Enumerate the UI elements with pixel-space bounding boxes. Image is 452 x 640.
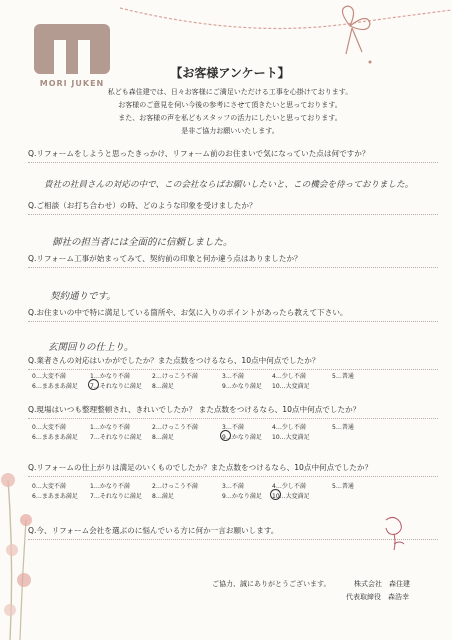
flower-decoration bbox=[0, 440, 40, 640]
intro-text bbox=[60, 86, 400, 138]
option-1: 1…かなり不満 bbox=[90, 424, 130, 431]
question-1: Q.リフォームをしようと思ったきっかけ、リフォーム前のお住まいで気になっていた点は何ですか？ bbox=[28, 148, 438, 159]
answer-4: 玄関回りの仕上り。 bbox=[48, 342, 134, 353]
option-6: 6…まあまあ満足 bbox=[32, 434, 78, 441]
option-10: 10…大変満足 bbox=[272, 383, 310, 390]
option-7: 7…それなりに満足 bbox=[90, 493, 142, 500]
option-5: 5…普通 bbox=[332, 483, 354, 490]
answer-3: 契約通りです。 bbox=[50, 291, 116, 302]
handdrawn-flower-icon bbox=[380, 514, 410, 554]
intro-line: お客様のご意見を伺い今後の参考にさせて頂きたいと思っております。 bbox=[118, 101, 342, 109]
intro-line: 私ども森住建では、日々お客様にご満足いただける工事を心掛けております。 bbox=[107, 88, 353, 96]
option-8: 8…満足 bbox=[152, 434, 174, 441]
option-3: 3…不満 bbox=[222, 483, 244, 490]
option-2: 2…けっこう不満 bbox=[152, 483, 198, 490]
option-9: 9…かなり満足 bbox=[222, 434, 262, 441]
logo-mark-icon bbox=[34, 24, 110, 74]
logo-text: MORI JUKEN bbox=[39, 79, 105, 88]
option-3: 3…不満 bbox=[222, 424, 244, 431]
footer-company: 株式会社 森住建 bbox=[354, 580, 410, 588]
answer-2: 御社の担当者には全面的に信頼しました。 bbox=[52, 237, 233, 248]
option-2: 2…けっこう不満 bbox=[152, 424, 198, 431]
option-0: 0…大変不満 bbox=[32, 424, 66, 431]
option-7: 7…それなりに満足 bbox=[90, 383, 142, 390]
option-6: 6…まあまあ満足 bbox=[32, 383, 78, 390]
page-title: 【お客様アンケート】 bbox=[170, 66, 290, 80]
footer-thanks: ご協力、誠にありがとうございます。 bbox=[212, 580, 331, 588]
selected-circle-mark bbox=[270, 489, 281, 500]
option-4: 4…少し不満 bbox=[272, 373, 306, 380]
option-3: 3…不満 bbox=[222, 373, 244, 380]
option-1: 1…かなり不満 bbox=[90, 373, 130, 380]
selected-circle-mark bbox=[220, 430, 231, 441]
option-0: 0…大変不満 bbox=[32, 483, 66, 490]
option-8: 8…満足 bbox=[152, 383, 174, 390]
question-3: Q.リフォーム工事が始まってみて、契約前の印象と何か違う点はありましたか？ bbox=[28, 253, 438, 264]
last-question: Q.今、リフォーム会社を選ぶのに悩んでいる方に何か一言お願いします。 bbox=[28, 525, 438, 536]
option-7: 7…それなりに満足 bbox=[90, 434, 142, 441]
footer-representative: 代表取締役 森浩幸 bbox=[346, 593, 409, 601]
option-8: 8…満足 bbox=[152, 493, 174, 500]
option-4: 4…少し不満 bbox=[272, 424, 306, 431]
intro-line: また、お客様の声を私どもスタッフの活力にしたいと思っております。 bbox=[118, 114, 342, 122]
option-10: 10…大変満足 bbox=[272, 493, 310, 500]
option-0: 0…大変不満 bbox=[32, 373, 66, 380]
answer-1: 貴社の社員さんの対応の中で、この会社ならばお願いしたいと、この機会を待っておりました。 bbox=[44, 180, 414, 190]
option-9: 9…かなり満足 bbox=[222, 493, 262, 500]
rating-question-2: Q.現場はいつも整理整頓され、きれいでしたか？ また点数をつけるなら、10点中何点でしたか？ bbox=[28, 404, 438, 415]
option-1: 1…かなり不満 bbox=[90, 483, 130, 490]
company-logo bbox=[22, 24, 122, 94]
option-9: 9…かなり満足 bbox=[222, 383, 262, 390]
rating-question-3: Q.リフォームの仕上がりは満足のいくものでしたか？また点数をつけるなら、10点中何点でしたか？ bbox=[28, 462, 438, 473]
option-2: 2…けっこう不満 bbox=[152, 373, 198, 380]
option-5: 5…普通 bbox=[332, 424, 354, 431]
option-5: 5…普通 bbox=[332, 373, 354, 380]
question-2: Q.ご相談（お打ち合わせ）の時、どのような印象を受けましたか？ bbox=[28, 200, 438, 211]
rating-question-1: Q.業者さんの対応はいかがでしたか？また点数をつけるなら、10点中何点でしたか？ bbox=[28, 355, 438, 366]
question-4: Q.お住まいの中で特に満足している箇所や、お気に入りのポイントがあったら教えて下さい。 bbox=[28, 307, 438, 318]
intro-line: 是非ご協力お願いいたします。 bbox=[181, 127, 279, 135]
selected-circle-mark bbox=[88, 379, 99, 390]
option-6: 6…まあまあ満足 bbox=[32, 493, 78, 500]
option-4: 4…少し不満 bbox=[272, 483, 306, 490]
option-10: 10…大変満足 bbox=[272, 434, 310, 441]
